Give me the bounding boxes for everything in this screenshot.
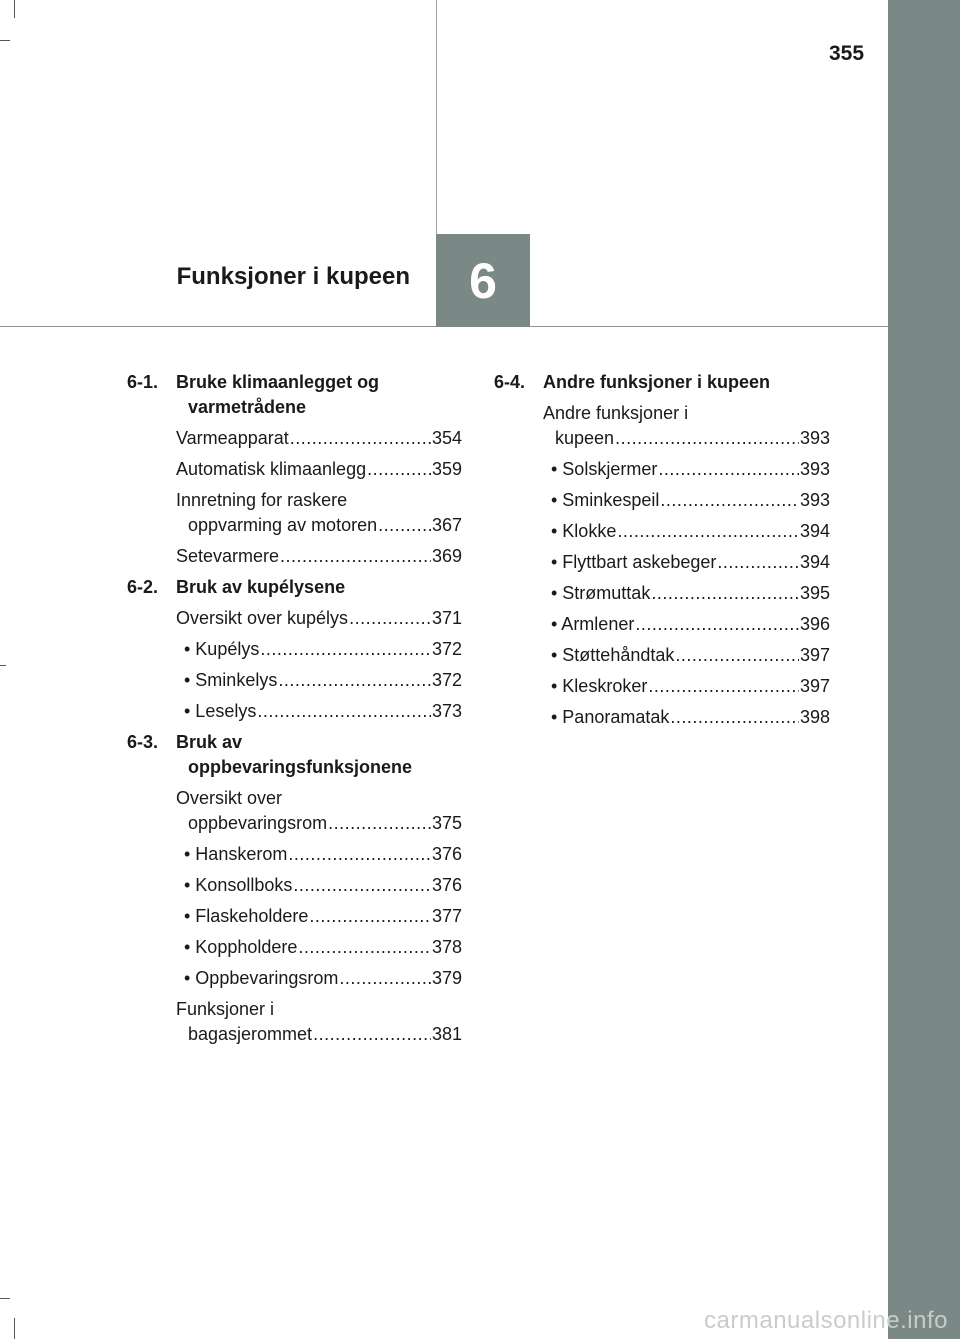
entry-page: 396 bbox=[799, 614, 830, 634]
dot-leader bbox=[675, 643, 799, 668]
page-number: 355 bbox=[829, 42, 865, 65]
entry-page: 393 bbox=[799, 490, 830, 510]
toc-entry[interactable] bbox=[184, 935, 462, 960]
entry-label: • Oppbevaringsrom bbox=[184, 968, 339, 988]
entry-page: 393 bbox=[799, 459, 830, 479]
dot-leader bbox=[288, 842, 431, 867]
entry-page: 377 bbox=[431, 906, 462, 926]
entry-page: 376 bbox=[431, 844, 462, 864]
toc-entry[interactable] bbox=[184, 668, 462, 693]
entry-page: 395 bbox=[799, 583, 830, 603]
entry-label-line1: Oversikt over bbox=[176, 788, 283, 808]
entry-label: oppvarming av motoren bbox=[188, 515, 378, 535]
entry-label: • Flyttbart askebeger bbox=[551, 552, 717, 572]
entry-label: Oversikt over kupélys bbox=[176, 608, 349, 628]
dot-leader bbox=[313, 1022, 431, 1047]
dot-leader bbox=[658, 457, 799, 482]
entry-page: 372 bbox=[431, 670, 462, 690]
chapter-side-strip bbox=[888, 0, 960, 1339]
dot-leader bbox=[280, 544, 431, 569]
entry-label: • Solskjermer bbox=[551, 459, 658, 479]
dot-leader bbox=[660, 488, 799, 513]
dot-leader bbox=[378, 513, 431, 538]
dot-leader bbox=[648, 674, 799, 699]
dot-leader bbox=[617, 519, 799, 544]
entry-label: • Koppholdere bbox=[184, 937, 298, 957]
dot-leader bbox=[278, 668, 431, 693]
entry-label: • Strømuttak bbox=[551, 583, 651, 603]
entry-page: 354 bbox=[431, 428, 462, 448]
entry-label: • Sminkespeil bbox=[551, 490, 660, 510]
toc-entry[interactable] bbox=[551, 519, 830, 544]
chapter-number: 6 bbox=[469, 252, 497, 309]
dot-leader bbox=[670, 705, 799, 730]
header-vertical-rule bbox=[436, 0, 437, 234]
entry-label: • Kleskroker bbox=[551, 676, 648, 696]
section-number: 6-2. bbox=[127, 577, 159, 597]
entry-page: 369 bbox=[431, 546, 462, 566]
entry-page: 394 bbox=[799, 521, 830, 541]
entry-page: 393 bbox=[799, 428, 830, 448]
dot-leader bbox=[651, 581, 799, 606]
entry-label: • Konsollboks bbox=[184, 875, 293, 895]
dot-leader bbox=[309, 904, 431, 929]
entry-label: • Panoramatak bbox=[551, 707, 670, 727]
entry-label: • Leselys bbox=[184, 701, 257, 721]
section-title: Andre funksjoner i kupeen bbox=[543, 372, 771, 392]
toc-entry[interactable] bbox=[176, 544, 462, 569]
entry-label-line1: Funksjoner i bbox=[176, 999, 275, 1019]
entry-page: 397 bbox=[799, 645, 830, 665]
section-number: 6-4. bbox=[494, 372, 526, 392]
dot-leader bbox=[615, 426, 799, 451]
crop-mark bbox=[14, 0, 15, 18]
toc-entry[interactable] bbox=[176, 457, 462, 482]
section-title: Bruk av oppbevaringsfunksjonene bbox=[176, 732, 413, 777]
toc-entry[interactable] bbox=[176, 997, 462, 1047]
entry-label: Varmeapparat bbox=[176, 428, 289, 448]
entry-label-line1: Andre funksjoner i bbox=[543, 403, 689, 423]
dot-leader bbox=[717, 550, 799, 575]
entry-label: • Flaskeholdere bbox=[184, 906, 309, 926]
entry-label: • Klokke bbox=[551, 521, 617, 541]
toc-entry[interactable] bbox=[551, 705, 830, 730]
dot-leader bbox=[328, 811, 431, 836]
toc-entry[interactable] bbox=[551, 581, 830, 606]
chapter-number-box bbox=[436, 234, 530, 327]
toc-entry[interactable] bbox=[551, 612, 830, 637]
toc-section-6-3[interactable] bbox=[127, 730, 462, 780]
entry-page: 375 bbox=[431, 813, 462, 833]
entry-label: kupeen bbox=[555, 428, 615, 448]
entry-page: 397 bbox=[799, 676, 830, 696]
toc-entry[interactable] bbox=[176, 488, 462, 538]
dot-leader bbox=[260, 637, 431, 662]
toc-entry[interactable] bbox=[176, 786, 462, 836]
entry-label: oppbevaringsrom bbox=[188, 813, 328, 833]
toc-entry[interactable] bbox=[184, 966, 462, 991]
section-number: 6-3. bbox=[127, 732, 159, 752]
entry-page: 394 bbox=[799, 552, 830, 572]
section-title: Bruke klimaanlegget og varmetrådene bbox=[176, 372, 380, 417]
entry-label: • Sminkelys bbox=[184, 670, 278, 690]
toc-entry[interactable] bbox=[184, 842, 462, 867]
toc-entry[interactable] bbox=[543, 401, 830, 451]
toc-entry[interactable] bbox=[551, 674, 830, 699]
toc-entry[interactable] bbox=[184, 904, 462, 929]
toc-entry[interactable] bbox=[184, 873, 462, 898]
crop-mark bbox=[0, 1298, 10, 1299]
toc-entry[interactable] bbox=[551, 643, 830, 668]
toc-entry[interactable] bbox=[551, 488, 830, 513]
section-number: 6-1. bbox=[127, 372, 159, 392]
entry-page: 381 bbox=[431, 1024, 462, 1044]
toc-entry[interactable] bbox=[551, 457, 830, 482]
entry-page: 379 bbox=[431, 968, 462, 988]
entry-page: 398 bbox=[799, 707, 830, 727]
entry-page: 371 bbox=[431, 608, 462, 628]
toc-column-left bbox=[127, 370, 462, 1053]
toc-entry[interactable] bbox=[176, 426, 462, 451]
entry-page: 376 bbox=[431, 875, 462, 895]
entry-label: • Støttehåndtak bbox=[551, 645, 675, 665]
crop-mark bbox=[0, 40, 10, 41]
dot-leader bbox=[293, 873, 431, 898]
dot-leader bbox=[367, 457, 431, 482]
entry-label: • Hanskerom bbox=[184, 844, 288, 864]
toc-entry[interactable] bbox=[551, 550, 830, 575]
toc-entry[interactable] bbox=[184, 637, 462, 662]
toc-section-6-4[interactable] bbox=[494, 370, 830, 395]
entry-page: 372 bbox=[431, 639, 462, 659]
section-title: Bruk av kupélysene bbox=[176, 577, 346, 597]
entry-label: Automatisk klimaanlegg bbox=[176, 459, 367, 479]
crop-mark bbox=[0, 665, 6, 666]
dot-leader bbox=[349, 606, 431, 631]
entry-label: • Armlener bbox=[551, 614, 635, 634]
entry-page: 373 bbox=[431, 701, 462, 721]
entry-page: 378 bbox=[431, 937, 462, 957]
toc-entry[interactable] bbox=[176, 606, 462, 631]
entry-page: 367 bbox=[431, 515, 462, 535]
dot-leader bbox=[339, 966, 431, 991]
entry-page: 359 bbox=[431, 459, 462, 479]
toc-entry[interactable] bbox=[184, 699, 462, 724]
crop-mark bbox=[14, 1318, 15, 1339]
toc-section-6-2[interactable] bbox=[127, 575, 462, 600]
entry-label-line1: Innretning for raskere bbox=[176, 490, 348, 510]
dot-leader bbox=[298, 935, 431, 960]
dot-leader bbox=[635, 612, 799, 637]
toc-section-6-1[interactable] bbox=[127, 370, 462, 420]
entry-label: bagasjerommet bbox=[188, 1024, 313, 1044]
toc-column-right bbox=[494, 370, 830, 736]
entry-label: Setevarmere bbox=[176, 546, 280, 566]
chapter-title: Funksjoner i kupeen bbox=[176, 263, 410, 290]
entry-label: • Kupélys bbox=[184, 639, 260, 659]
dot-leader bbox=[257, 699, 431, 724]
watermark: carmanualsonline.info bbox=[704, 1307, 948, 1334]
dot-leader bbox=[290, 426, 431, 451]
